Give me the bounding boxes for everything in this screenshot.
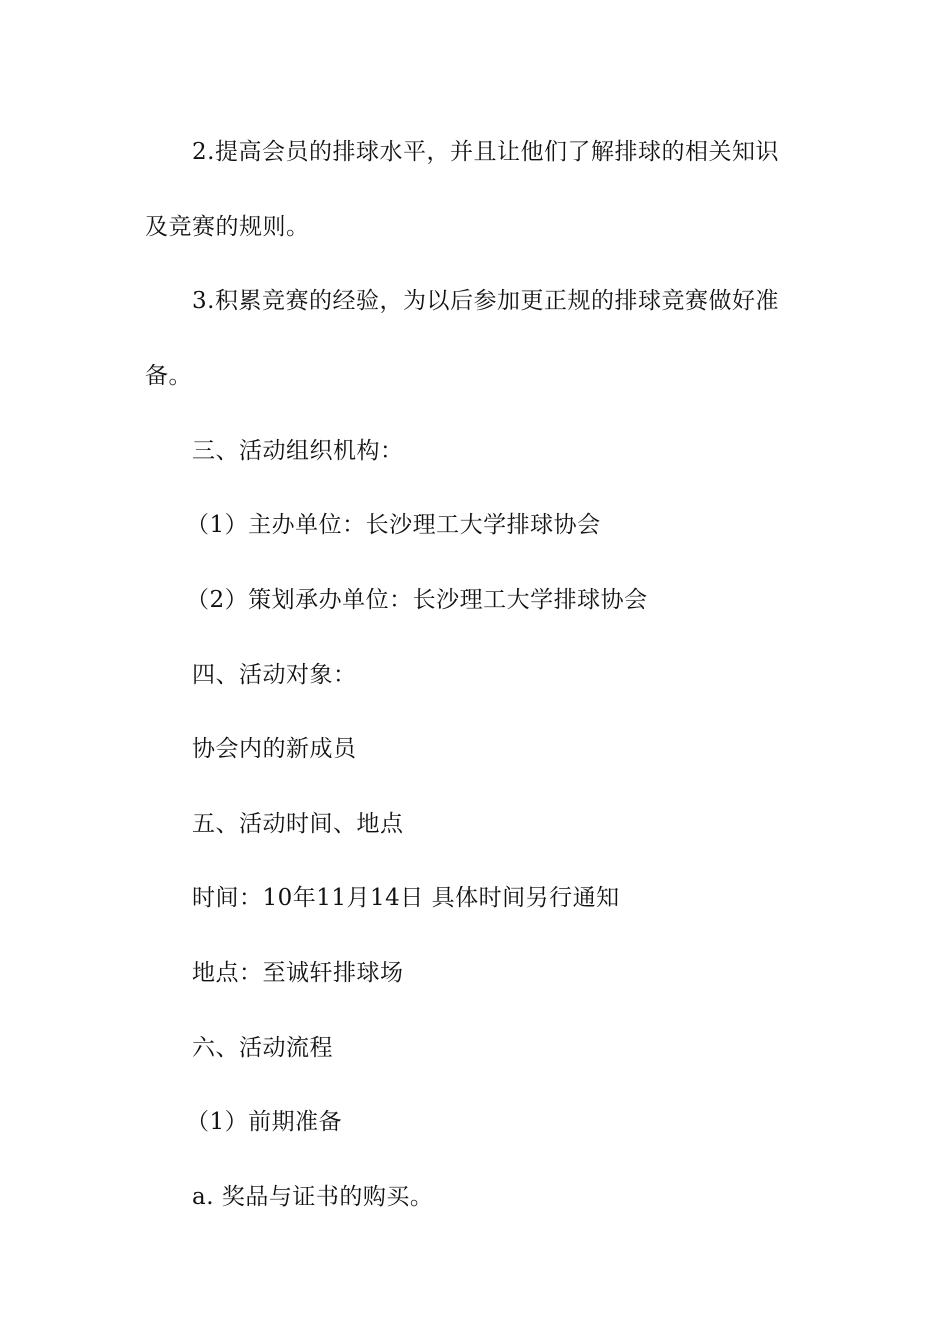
section-heading-organization: 三、活动组织机构： — [192, 438, 404, 464]
section-heading-process: 六、活动流程 — [192, 1035, 333, 1061]
paragraph-goal-3-line-2: 备。 — [145, 363, 192, 389]
co-organizer-item: （2）策划承办单位：长沙理工大学排球协会 — [186, 587, 648, 613]
time-text: 时间：10年11月14日 具体时间另行通知 — [192, 885, 620, 911]
process-step-1a: a. 奖品与证书的购买。 — [192, 1184, 434, 1210]
place-text: 地点：至诚轩排球场 — [192, 960, 404, 986]
target-text: 协会内的新成员 — [192, 736, 357, 762]
paragraph-goal-3-line-1: 3.积累竞赛的经验，为以后参加更正规的排球竞赛做好准 — [192, 288, 779, 314]
paragraph-goal-2-line-2: 及竞赛的规则。 — [145, 214, 310, 240]
process-step-1: （1）前期准备 — [186, 1109, 343, 1135]
section-heading-time-place: 五、活动时间、地点 — [192, 811, 404, 837]
section-heading-target: 四、活动对象： — [192, 662, 357, 688]
paragraph-goal-2-line-1: 2.提高会员的排球水平，并且让他们了解排球的相关知识 — [192, 139, 779, 165]
organizer-item: （1）主办单位：长沙理工大学排球协会 — [186, 512, 601, 538]
